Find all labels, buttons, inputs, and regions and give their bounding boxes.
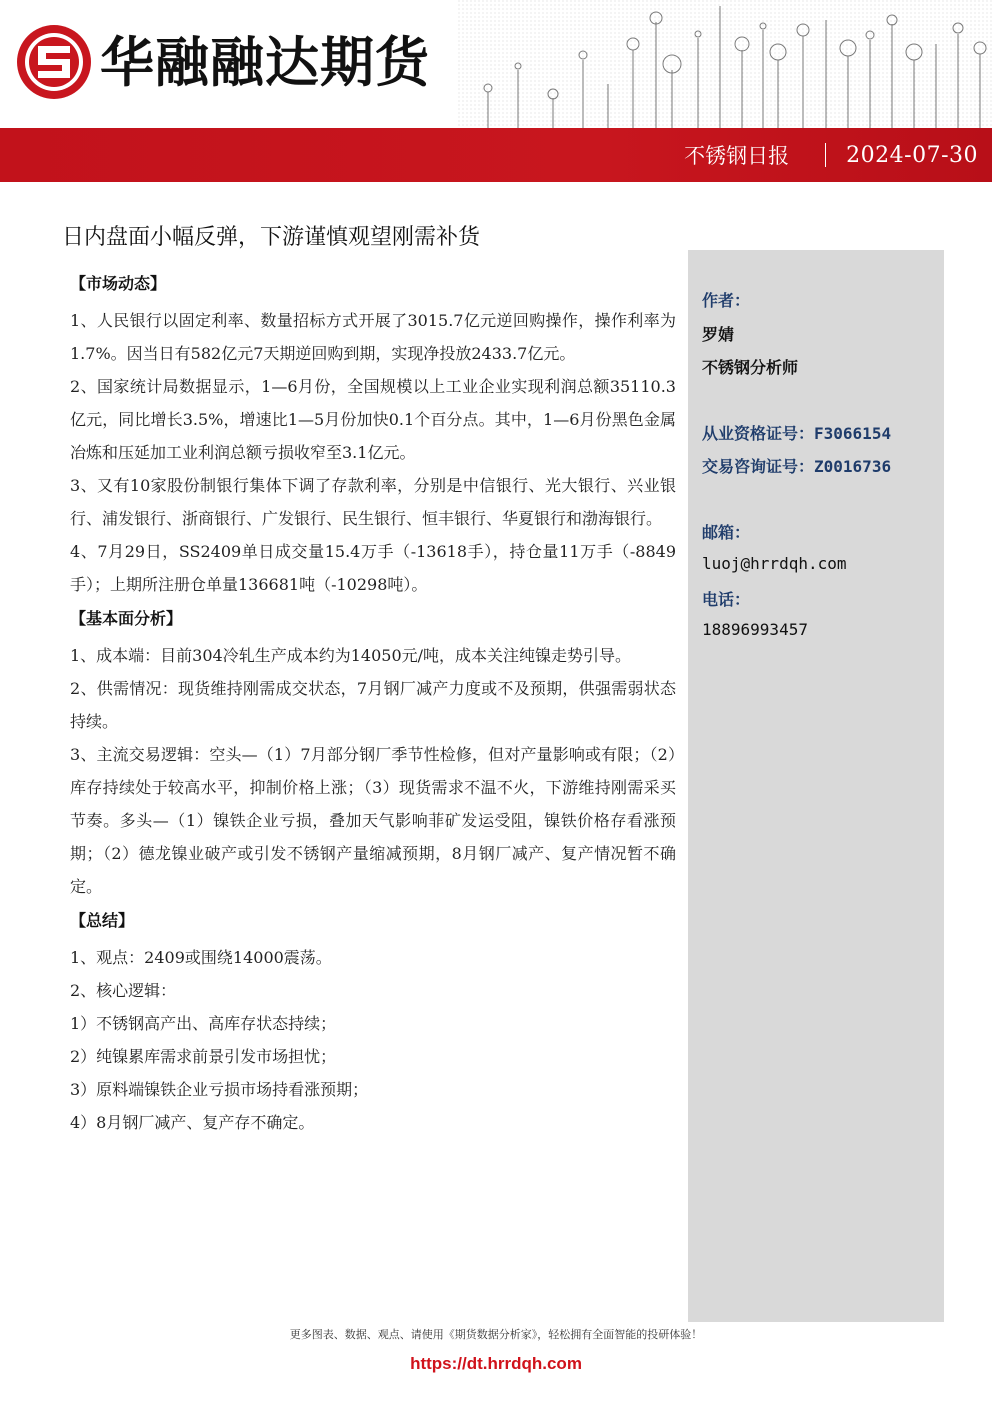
section-title: 【总结】 (70, 911, 135, 930)
paragraph: 3、主流交易逻辑：空头—（1）7月部分钢厂季节性检修，但对产量影响或有限；（2）库存持续处于较高水平，抑制价格上涨；（3）现货需求不温不火，下游维持刚需采买节奏。多头—（1）镍铁企业亏损，叠加天气影响菲矿发运受阻，镍铁价格存看涨预期；（2）德龙镍业破产或引发不锈钢产量缩减预期，8月钢厂减产、复产情况暂不确定。 (70, 745, 676, 896)
author-label: 作者： (702, 291, 751, 310)
section-market (70, 270, 676, 601)
paragraph: 2、国家统计局数据显示，1—6月份，全国规模以上工业企业实现利润总额35110.3亿元，同比增长3.5%，增速比1—5月份加快0.1个百分点。其中，1—6月份黑色金属冶炼和压延加工业利润总额亏损收窄至3.1亿元。 (70, 377, 676, 462)
main-content (70, 270, 676, 1143)
brand-name: 华融融达期货 (100, 31, 430, 94)
section-summary (70, 907, 676, 1139)
company-logo (14, 22, 94, 102)
paragraph: 3）原料端镍铁企业亏损市场持看涨预期； (70, 1080, 369, 1099)
paragraph: 3、又有10家股份制银行集体下调了存款利率，分别是中信银行、光大银行、兴业银行、浦发银行、浙商银行、广发银行、民生银行、恒丰银行、华夏银行和渤海银行。 (70, 476, 676, 528)
phone-label: 电话： (702, 590, 751, 609)
email-label: 邮箱： (702, 523, 751, 542)
section-title: 【基本面分析】 (70, 609, 183, 628)
paragraph: 1、成本端：目前304冷轧生产成本约为14050元/吨，成本关注纯镍走势引导。 (70, 646, 632, 665)
paragraph: 1、人民银行以固定利率、数量招标方式开展了3015.7亿元逆回购操作，操作利率为1.7%。因当日有582亿元7天期逆回购到期，实现净投放2433.7亿元。 (70, 311, 676, 363)
paragraph: 4、7月29日，SS2409单日成交量15.4万手（-13618手），持仓量11万手（-8849手）；上期所注册仓单量136681吨（-10298吨）。 (70, 542, 676, 594)
paragraph: 2、核心逻辑： (70, 981, 177, 1000)
paragraph: 2、供需情况：现货维持刚需成交状态，7月钢厂减产力度或不及预期，供强需弱状态持续。 (70, 679, 676, 731)
qualification-row (702, 421, 891, 444)
author-name: 罗婧 (702, 325, 735, 344)
email-value[interactable]: luoj@hrrdqh.com (702, 554, 847, 573)
paragraph: 4）8月钢厂减产、复产存不确定。 (70, 1113, 315, 1132)
footer-url-link[interactable]: https://dt.hrrdqh.com (410, 1354, 582, 1373)
paragraph: 1）不锈钢高产出、高库存状态持续； (70, 1014, 337, 1033)
report-headline: 日内盘面小幅反弹，下游谨慎观望刚需补货 (62, 225, 481, 250)
phone-value: 18896993457 (702, 620, 808, 639)
qualification-label: 从业资格证号： (702, 424, 815, 443)
section-title: 【市场动态】 (70, 274, 167, 293)
author-title: 不锈钢分析师 (702, 358, 799, 377)
header-decoration (458, 0, 992, 128)
qualification-number: F3066154 (814, 424, 892, 443)
report-type: 不锈钢日报 (684, 144, 790, 168)
consulting-row (702, 454, 891, 477)
paragraph: 1、观点：2409或围绕14000震荡。 (70, 948, 332, 967)
paragraph: 2）纯镍累库需求前景引发市场担忧； (70, 1047, 337, 1066)
consulting-label: 交易咨询证号： (702, 457, 815, 476)
report-banner (0, 128, 992, 182)
report-date: 2024-07-30 (846, 142, 978, 168)
section-fundamentals (70, 605, 676, 903)
author-sidebar (688, 250, 944, 1322)
footer-promo: 更多图表、数据、观点、请使用《期货数据分析家》，轻松拥有全面智能的投研体验！ (289, 1328, 703, 1341)
banner-divider (825, 143, 826, 167)
consulting-number: Z0016736 (814, 457, 892, 476)
